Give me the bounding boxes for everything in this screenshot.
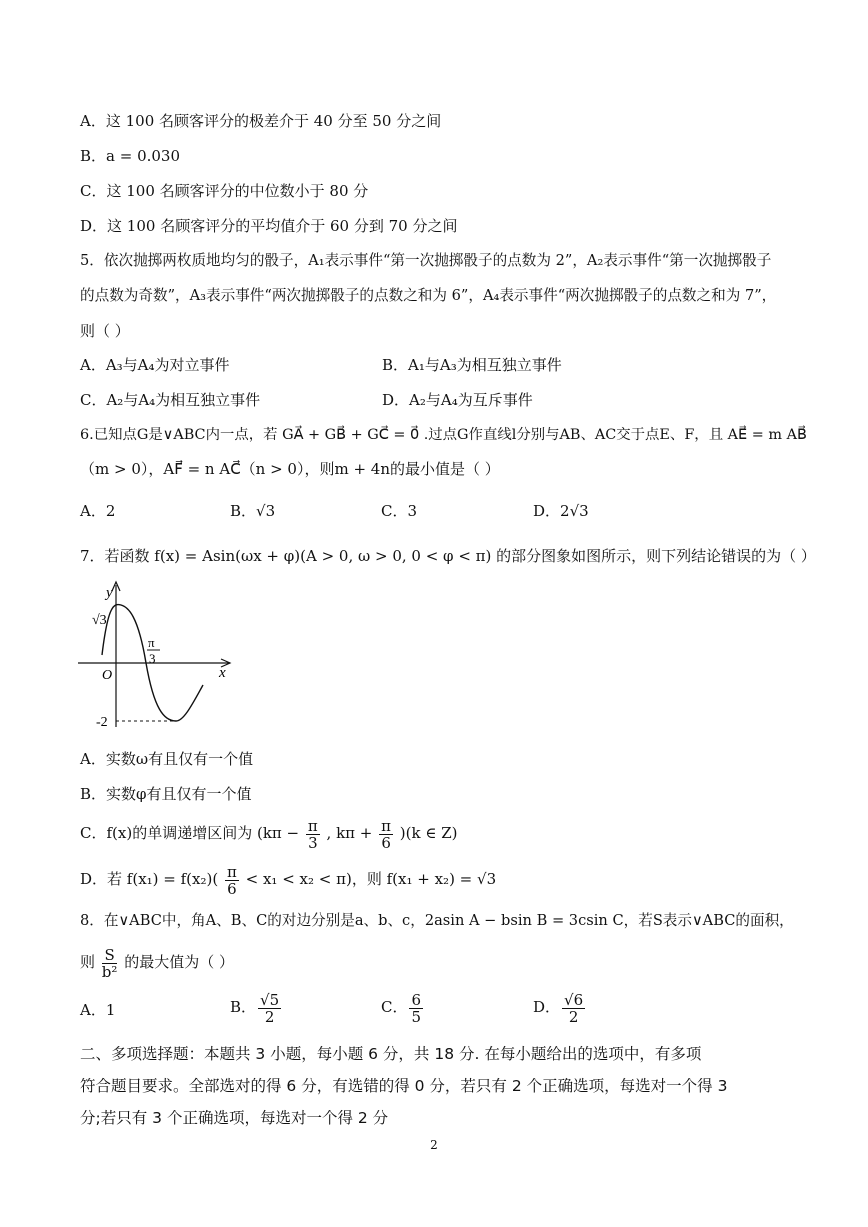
y-max-label: √3 (92, 613, 107, 628)
q7-option-c-prefix: C．f(x)的单调递增区间为 (80, 824, 253, 842)
q4-option-d: D．这 100 名顾客评分的平均值介于 60 分到 70 分之间 (80, 217, 458, 235)
section2-line3: 分;若只有 3 个正确选项，每选对一个得 2 分 (80, 1109, 389, 1127)
x-tick-denominator: 3 (149, 651, 156, 666)
x-axis-label: x (219, 665, 226, 681)
section2-line2: 符合题目要求。全部选对的得 6 分，有选错的得 0 分，若只有 2 个正确选项，每选对一个得 3 (80, 1077, 728, 1095)
q7-option-c-suffix: )(k ∈ Z) (399, 824, 458, 842)
section2-line1: 二、多项选择题：本题共 3 小题，每小题 6 分，共 18 分. 在每小题给出的选项中，有多项 (80, 1045, 702, 1063)
q8-option-a: A．1 (80, 1001, 116, 1019)
q8-stem-suffix: 的最大值为（ ） (124, 953, 234, 971)
q8-stem-line2 (80, 945, 234, 980)
q8-option-b: B． $\frac{√5}{2}$ (230, 990, 280, 1026)
q7-option-d-rest: < x₁ < x₂ < π)，则 f(x₁ + x₂) = √3 (245, 870, 497, 888)
q8-option-c: C． $\frac{6}{5}$ (381, 990, 422, 1026)
y-min-label: -2 (96, 715, 108, 730)
q6-option-a: A．2 (80, 502, 116, 520)
q7-option-c-interval-start: (kπ − (256, 824, 300, 842)
q5-stem-line3: 则（ ） (80, 322, 130, 340)
q7-option-b: B．实数φ有且仅有一个值 (80, 785, 252, 803)
y-axis-label: y (106, 585, 113, 601)
q7-sine-graph (78, 575, 238, 735)
q5-option-b: B．A₁与A₃为相互独立事件 (382, 356, 562, 374)
q7-option-a: A．实数ω有且仅有一个值 (80, 750, 254, 768)
q6-stem-line2: （m > 0），AF⃗ = n AC⃗（n > 0），则m + 4n的最小值是（ ） (80, 460, 500, 478)
q4-option-c: C．这 100 名顾客评分的中位数小于 80 分 (80, 182, 369, 200)
x-tick-numerator: π (148, 635, 155, 650)
q8-stem-prefix: 则 (80, 953, 96, 971)
q7-option-d (80, 862, 496, 897)
q7-option-d-fraction: $\frac{\pi}{6}$ (227, 862, 237, 898)
q5-stem-line1: 5．依次抛掷两枚质地均匀的骰子，A₁表示事件“第一次抛掷骰子的点数为 2”，A₂表示事件“第一次抛掷骰子 (80, 252, 772, 269)
q4-option-b: B．a = 0.030 (80, 147, 181, 165)
q5-option-d: D．A₂与A₄为互斥事件 (382, 391, 533, 409)
page-number: 2 (430, 1138, 438, 1152)
q6-option-c: C．3 (381, 502, 418, 520)
q7-option-c-interval-mid: , kπ + (326, 824, 373, 842)
q6-stem-line1: 6.已知点G是∨ABC内一点，若 GA⃗ + GB⃗ + GC⃗ = 0⃗ .过点G作直线l分别与AB、AC交于点E、F，且 AE⃗ = m AB⃗ (80, 427, 807, 443)
q8-area-ratio-fraction: $\frac{S}{\text{b²}}$ (101, 945, 118, 981)
q7-stem: 7．若函数 f(x) = Asin(ωx + φ)(A > 0, ω > 0, 0 < φ < π) 的部分图象如图所示，则下列结论错误的为（ ） (80, 547, 816, 565)
q5-option-c: C．A₂与A₄为相互独立事件 (80, 391, 261, 409)
origin-label: O (102, 668, 113, 683)
q7-option-c-fraction1: $\frac{\pi}{3}$ (307, 816, 318, 852)
q7-option-c-fraction2: $\frac{\pi}{6}$ (381, 816, 392, 852)
q8-stem-line1: 8．在∨ABC中，角A、B、C的对边分别是a、b、c，2asin A − bsin B = 3csin C，若S表示∨ABC的面积， (80, 912, 794, 929)
q5-option-a: A．A₃与A₄为对立事件 (80, 356, 230, 374)
q5-stem-line2: 的点数为奇数”，A₃表示事件“两次抛掷骰子的点数之和为 6”，A₄表示事件“两次抛掷骰子的点数之和为 7”， (80, 287, 777, 304)
q7-option-d-prefix: D．若 f(x₁) = f(x₂)( (80, 870, 219, 888)
q8-option-d: D． $\frac{√6}{2}$ (533, 990, 584, 1026)
q6-option-b: B．√3 (230, 502, 276, 520)
q6-option-d: D．2√3 (533, 502, 589, 520)
q4-option-a: A．这 100 名顾客评分的极差介于 40 分至 50 分之间 (80, 112, 442, 130)
q7-option-c (80, 816, 458, 851)
